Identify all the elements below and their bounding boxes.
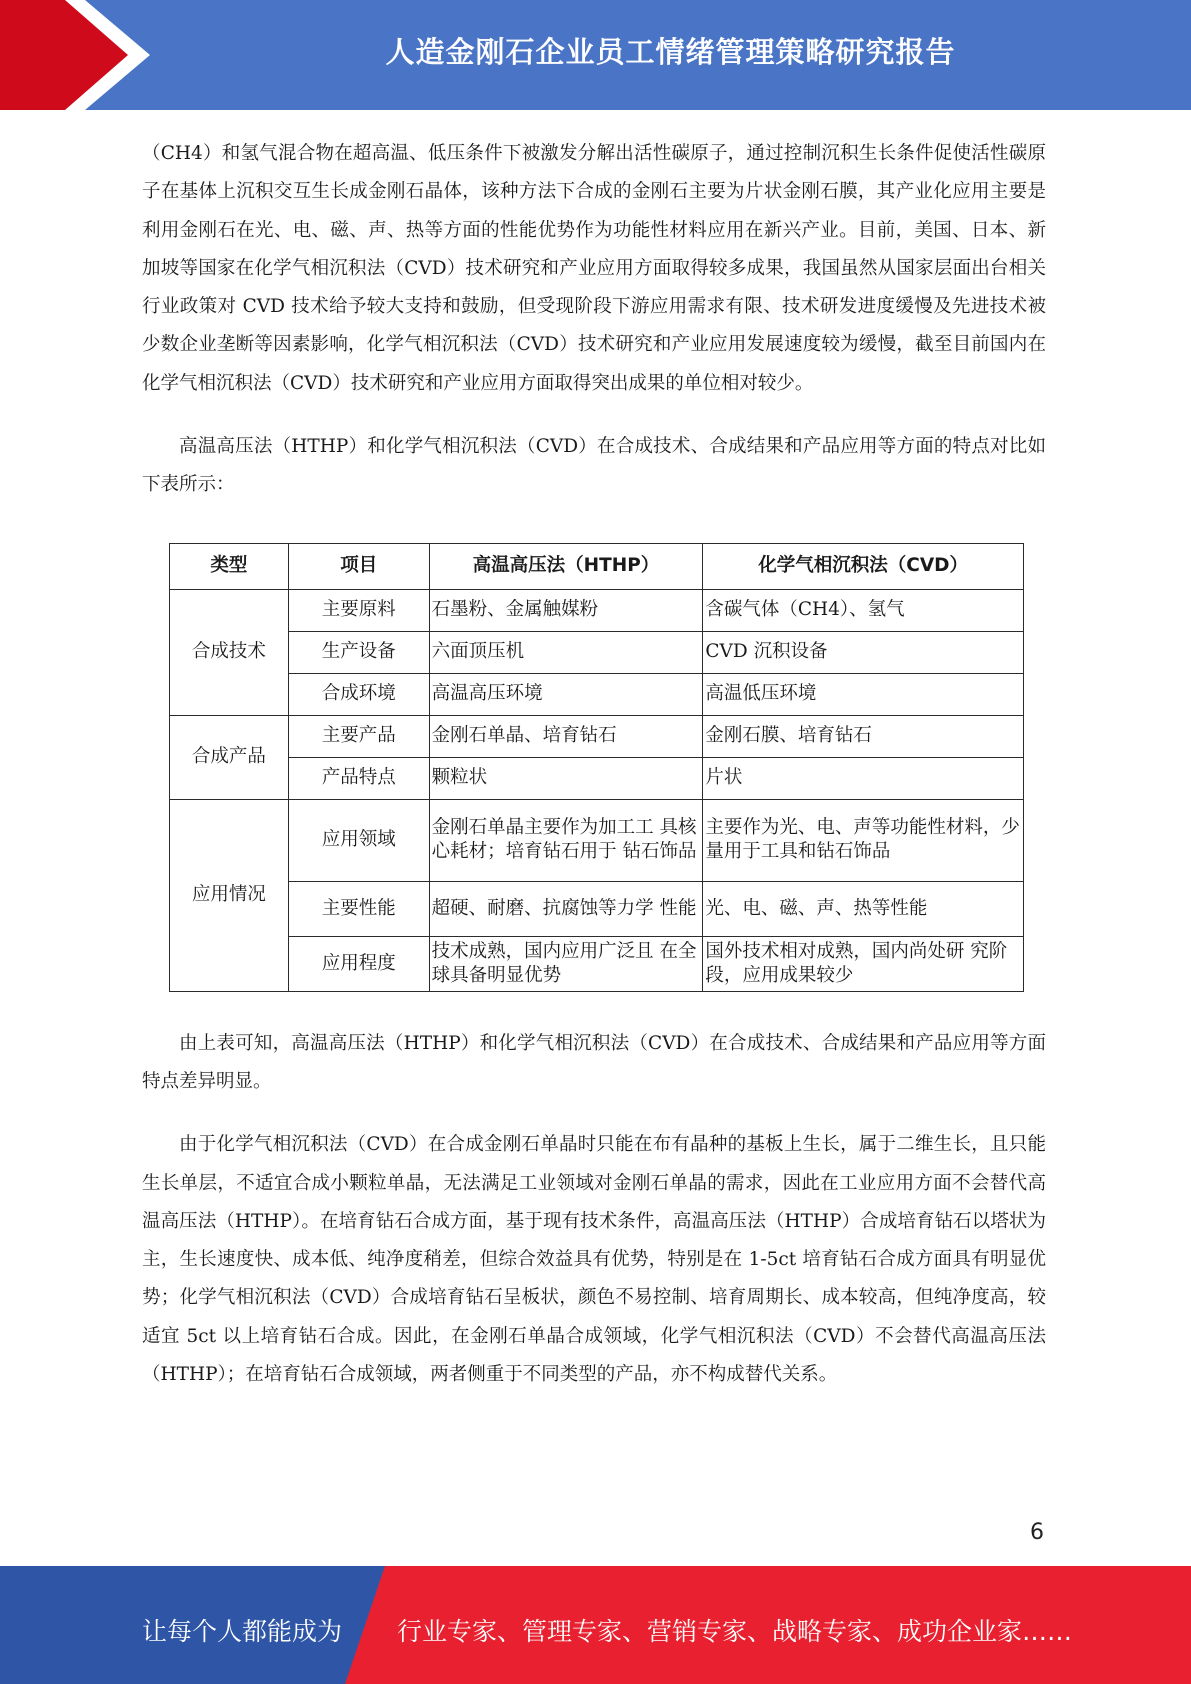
table-cell-hthp: 颗粒状 (429, 757, 703, 799)
table-cell-hthp: 石墨粉、金属触媒粉 (429, 589, 703, 631)
table-cell-item: 产品特点 (288, 757, 429, 799)
table-cell-cvd: 高温低压环境 (703, 673, 1024, 715)
table-cell-cvd: 光、电、磁、声、热等性能 (703, 881, 1024, 936)
table-row (170, 631, 1024, 673)
table-cell-hthp: 金刚石单晶主要作为加工工 具核心耗材；培育钻石用于 钻石饰品 (429, 799, 703, 881)
table-group-label: 合成产品 (170, 715, 289, 799)
table-cell-hthp: 金刚石单晶、培育钻石 (429, 715, 703, 757)
table-cell-hthp: 技术成熟，国内应用广泛且 在全球具备明显优势 (429, 936, 703, 991)
page-number: 6 (1030, 1520, 1044, 1545)
table-cell-hthp: 高温高压环境 (429, 673, 703, 715)
table-cell-item: 合成环境 (288, 673, 429, 715)
table-cell-item: 主要原料 (288, 589, 429, 631)
table-group-label: 应用情况 (170, 799, 289, 991)
table-cell-item: 应用程度 (288, 936, 429, 991)
paragraph-4: 由于化学气相沉积法（CVD）在合成金刚石单晶时只能在布有晶种的基板上生长，属于二维生长，且只能生长单层，不适宜合成小颗粒单晶，无法满足工业领域对金刚石单晶的需求，因此在工业应用方面不会替代高温高压法（HTHP）。在培育钻石合成方面，基于现有技术条件，高温高压法（HTHP）合成培育钻石以塔状为主，生长速度快、成本低、纯净度稍差，但综合效益具有优势，特别是在 1-5ct 培育钻石合成方面具有明显优势；化学气相沉积法（CVD）合成培育钻石呈板状，颜色不易控制、培育周期长、成本较高，但纯净度高，较适宜 5ct 以上培育钻石合成。因此，在金刚石单晶合成领域，化学气相沉积法（CVD）不会替代高温高压法（HTHP）；在培育钻石合成领域，两者侧重于不同类型的产品，亦不构成替代关系。 (142, 1134, 1046, 1386)
table-row (170, 936, 1024, 991)
table-cell-cvd: 主要作为光、电、声等功能性材料，少量用于工具和钻石饰品 (703, 799, 1024, 881)
footer-slogan-left: 让每个人都能成为 (142, 1617, 343, 1646)
table-row (170, 673, 1024, 715)
table-row (170, 757, 1024, 799)
main-content (142, 135, 1046, 1394)
paragraph-1: （CH4）和氢气混合物在超高温、低压条件下被激发分解出活性碳原子，通过控制沉积生长条件促使活性碳原子在基体上沉积交互生长成金刚石晶体，该种方法下合成的金刚石主要为片状金刚石膜，其产业化应用主要是利用金刚石在光、电、磁、声、热等方面的性能优势作为功能性材料应用在新兴产业。目前，美国、日本、新加坡等国家在化学气相沉积法（CVD）技术研究和产业应用方面取得较多成果，我国虽然从国家层面出台相关行业政策对 CVD 技术给予较大支持和鼓励，但受现阶段下游应用需求有限、技术研发进度缓慢及先进技术被少数企业垄断等因素影响，化学气相沉积法（CVD）技术研究和产业应用发展速度较为缓慢，截至目前国内在化学气相沉积法（CVD）技术研究和产业应用方面取得突出成果的单位相对较少。 (142, 143, 1046, 394)
footer-slogan-right: 行业专家、管理专家、营销专家、战略专家、成功企业家…… (397, 1617, 1073, 1646)
page-title: 人造金刚石企业员工情绪管理策略研究报告 (385, 34, 956, 69)
table-group-label: 合成技术 (170, 589, 289, 715)
table-header-item: 项目 (288, 543, 429, 589)
table-cell-item: 主要性能 (288, 881, 429, 936)
paragraph-2: 高温高压法（HTHP）和化学气相沉积法（CVD）在合成技术、合成结果和产品应用等方面的特点对比如下表所示： (142, 436, 1046, 496)
table-cell-hthp: 六面顶压机 (429, 631, 703, 673)
table-cell-item: 应用领域 (288, 799, 429, 881)
paragraph-3: 由上表可知，高温高压法（HTHP）和化学气相沉积法（CVD）在合成技术、合成结果和产品应用等方面特点差异明显。 (142, 1032, 1046, 1092)
table-header-hthp: 高温高压法（HTHP） (429, 543, 703, 589)
table-row (170, 799, 1024, 881)
table-cell-cvd: 国外技术相对成熟，国内尚处研 究阶段，应用成果较少 (703, 936, 1024, 991)
header-arrow-icon (0, 0, 160, 110)
table-cell-cvd: 含碳气体（CH4）、氢气 (703, 589, 1024, 631)
table-cell-item: 生产设备 (288, 631, 429, 673)
table-cell-cvd: 金刚石膜、培育钻石 (703, 715, 1024, 757)
table-row (170, 881, 1024, 936)
table-header-cvd: 化学气相沉积法（CVD） (703, 543, 1024, 589)
table-row (170, 589, 1024, 631)
table-cell-cvd: CVD 沉积设备 (703, 631, 1024, 673)
table-row (170, 715, 1024, 757)
table-header-type: 类型 (170, 543, 289, 589)
table-cell-cvd: 片状 (703, 757, 1024, 799)
table-cell-item: 主要产品 (288, 715, 429, 757)
table-cell-hthp: 超硬、耐磨、抗腐蚀等力学 性能 (429, 881, 703, 936)
comparison-table (169, 543, 1024, 992)
header-banner (0, 0, 1191, 110)
table-header-row (170, 543, 1024, 589)
